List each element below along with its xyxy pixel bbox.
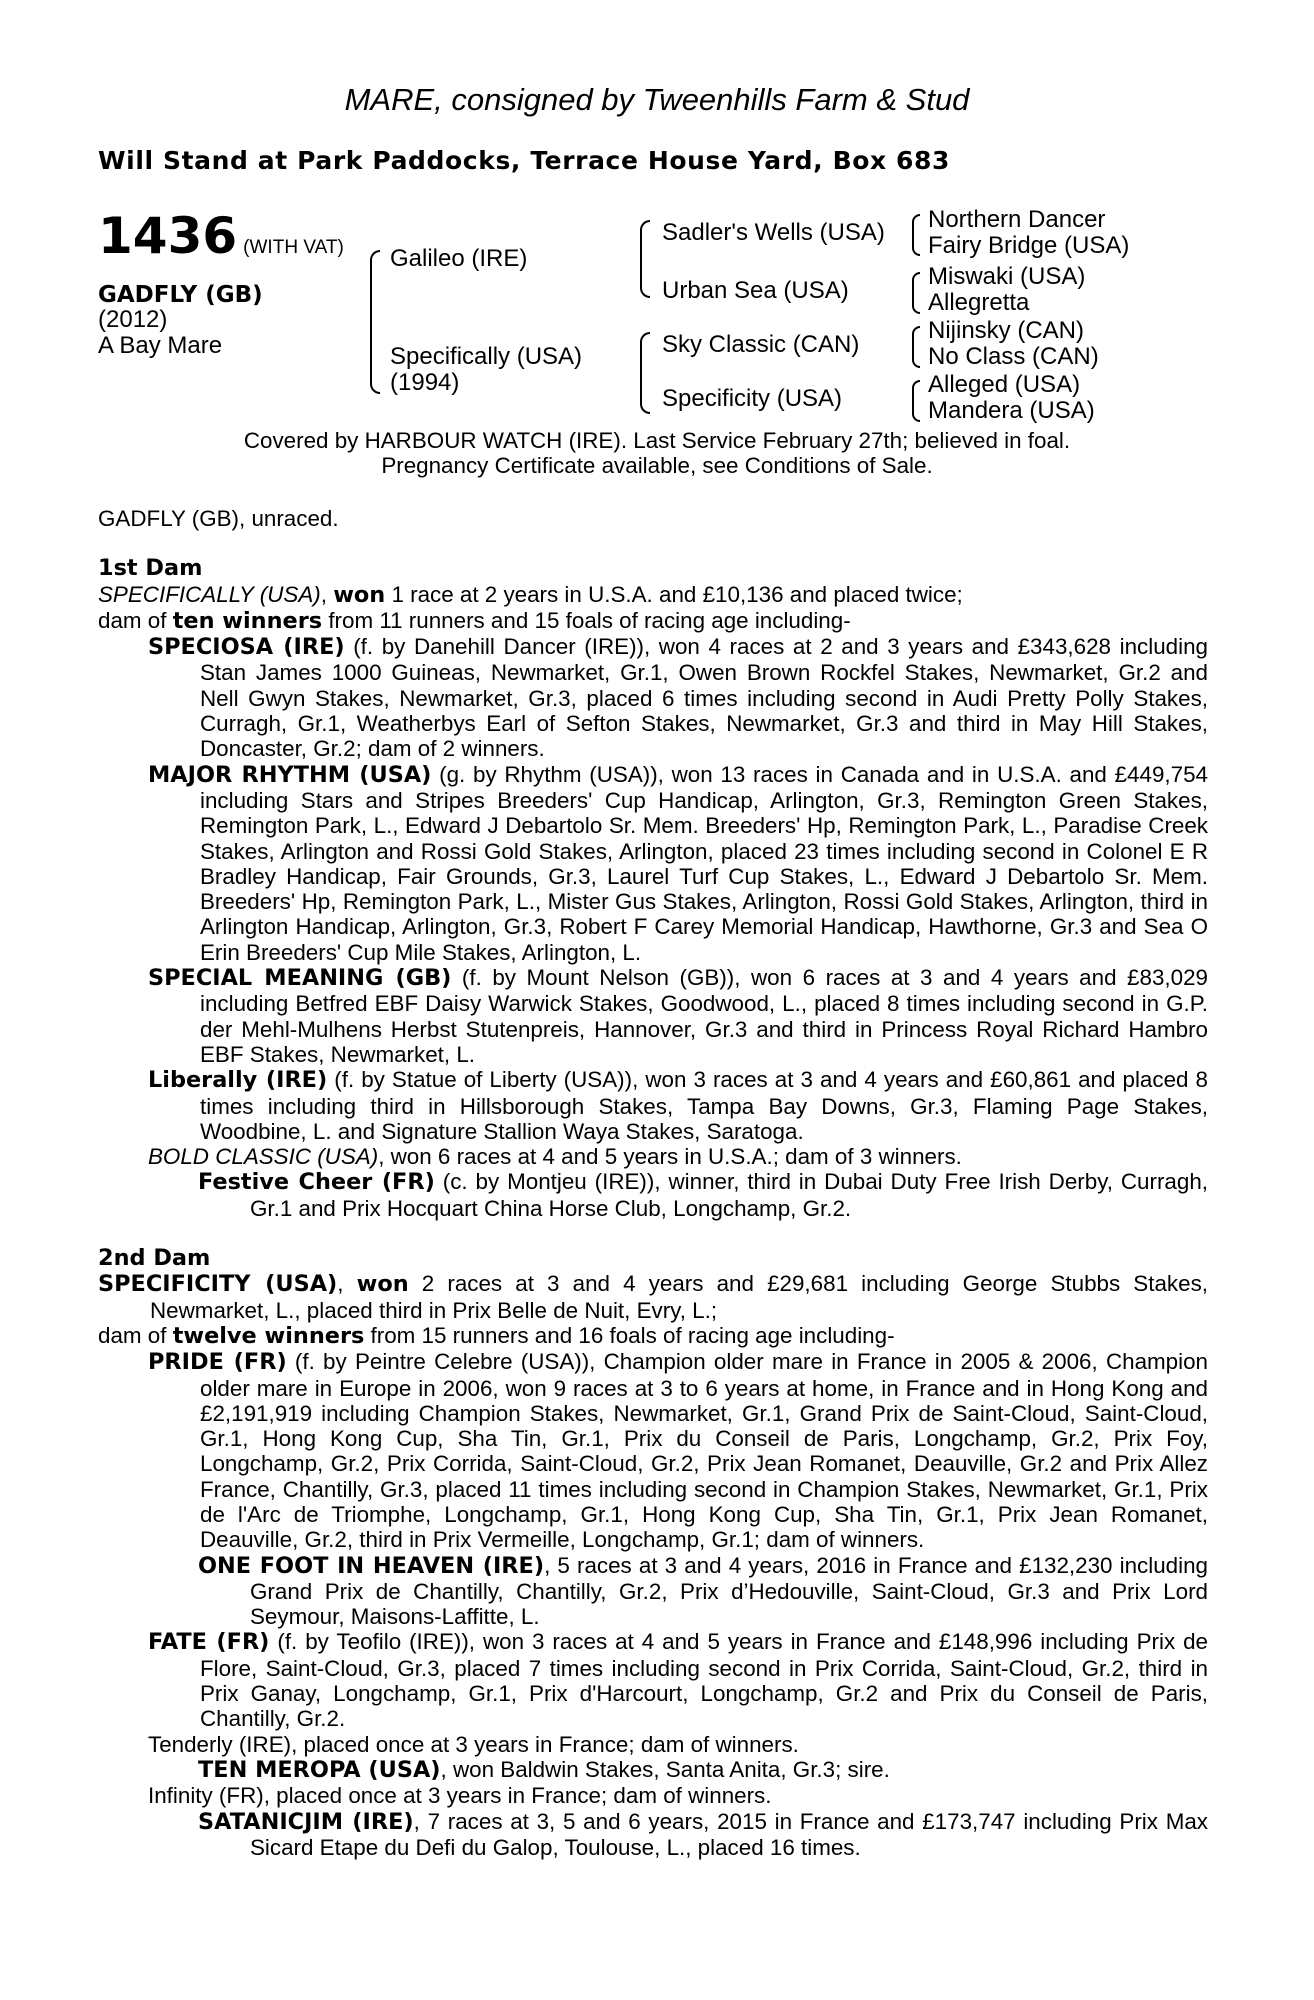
progeny-tenderly: Tenderly (IRE), placed once at 3 years in France; dam of winners. (148, 1731, 799, 1757)
pedigree-sire-dam: Urban Sea (USA) (662, 277, 849, 304)
horse-description: A Bay Mare (98, 332, 223, 359)
pedigree-dss: Nijinsky (CAN) (928, 317, 1084, 344)
second-dam-produce: dam of twelve winners from 15 runners and 16 foals of racing age including- (98, 1322, 895, 1349)
consignor-line: MARE, consigned by Tweenhills Farm & Stud (344, 82, 970, 117)
vat-label: (WITH VAT) (243, 237, 344, 258)
pedigree-dds: Alleged (USA) (928, 371, 1081, 398)
progeny-name: SPECIOSA (IRE) (148, 634, 345, 661)
progeny-name: SATANICJIM (IRE) (198, 1808, 414, 1835)
progeny-name: ONE FOOT IN HEAVEN (IRE) (198, 1552, 545, 1579)
location-line: Will Stand at Park Paddocks, Terrace House Yard, Box 683 (98, 146, 951, 175)
progeny-bold-classic: BOLD CLASSIC (USA), won 6 races at 4 and 5 years in U.S.A.; dam of 3 winners. (148, 1144, 962, 1170)
lot-number (98, 208, 344, 276)
pedigree-bracket-dam (640, 332, 650, 414)
pedigree-sss: Northern Dancer (928, 206, 1106, 233)
progeny-special-meaning: SPECIAL MEANING (GB) (f. by Mount Nelson (GB)), won 6 races at 3 and 4 years and £83,029 including Betfred EBF Daisy Warwick Stakes, Goodwood, L., placed 8 times including second in G.P. der Mehl-Mulhens Herbst Stutenpreis, Hannover, Gr.3 and third in Princess Royal Richard Hambro EBF Stakes, Newmarket, L. (148, 965, 1208, 1067)
progeny-satanicjim: SATANICJIM (IRE), 7 races at 3, 5 and 6 years, 2015 in France and £173,747 including Prix Max Sicard Etape du Defi du Galop, Toulouse, L., placed 16 times. (198, 1808, 1208, 1860)
progeny-name: MAJOR RHYTHM (USA) (148, 761, 432, 788)
progeny-name: TEN MEROPA (USA) (198, 1756, 441, 1783)
progeny-major-rhythm: MAJOR RHYTHM (USA) (g. by Rhythm (USA)), won 13 races in Canada and in U.S.A. and £449,754 including Stars and Stripes Breeders' Cup Handicap, Arlington, Gr.3, Remington Green Stakes, Remington Park, L., Edward J Debartolo Sr. Mem. Breeders' Hp, Remington Park, L., Paradise Creek Stakes, Arlington and Rossi Gold Stakes, Arlington, placed 23 times including second in Colonel E R Bradley Handicap, Fair Grounds, Gr.3, Laurel Turf Cup Stakes, L., Edward J Debartolo Sr. Mem. Breeders' Hp, Remington Park, L., Mister Gus Stakes, Arlington, Rossi Gold Stakes, Arlington, third in Arlington Handicap, Arlington, Gr.3, Robert F Carey Memorial Handicap, Hawthorne, Gr.3 and Sea O Erin Breeders' Cup Mile Stakes, Arlington, L. (148, 761, 1208, 965)
progeny-fate: FATE (FR) (f. by Teofilo (IRE)), won 3 races at 4 and 5 years in France and £148,996 including Prix de Flore, Saint-Cloud, Gr.3, placed 7 times including second in Prix Corrida, Saint-Cloud, Gr.2, third in Prix Ganay, Longchamp, Gr.1, Prix d'Harcourt, Longchamp, Gr.2 and Prix du Conseil de Paris, Chantilly, Gr.2. (148, 1629, 1208, 1732)
progeny-name: FATE (FR) (148, 1629, 270, 1656)
progeny-festive-cheer: Festive Cheer (FR) (c. by Montjeu (IRE)), winner, third in Dubai Duty Free Irish Derby, Curragh, Gr.1 and Prix Hocquart China Horse Club, Longchamp, Gr.2. (198, 1169, 1208, 1221)
progeny-one-foot-in-heaven: ONE FOOT IN HEAVEN (IRE), 5 races at 3 and 4 years, 2016 in France and £132,230 including Grand Prix de Chantilly, Chantilly, Gr.2, Prix d’Hedouville, Saint-Cloud, Gr.3 and Prix Lord Seymour, Maisons-Laffitte, L. (198, 1552, 1209, 1630)
pedigree-ssd: Fairy Bridge (USA) (928, 232, 1130, 259)
pedigree-sire: Galileo (IRE) (390, 245, 528, 272)
pedigree-dam-year: (1994) (390, 369, 460, 396)
second-dam-name: SPECIFICITY (USA) (98, 1271, 338, 1298)
progeny-liberally: Liberally (IRE) (f. by Statue of Liberty (USA)), won 3 races at 3 and 4 years and £60,861 and placed 8 times including third in Hillsborough Stakes, Tampa Bay Downs, Gr.3, Flaming Page Stakes, Woodbine, L. and Signature Stallion Waya Stakes, Saratoga. (148, 1067, 1208, 1144)
progeny-speciosa: SPECIOSA (IRE) (f. by Danehill Dancer (IRE)), won 4 races at 2 and 3 years and £343,628 including Stan James 1000 Guineas, Newmarket, Gr.1, Owen Brown Rockfel Stakes, Newmarket, Gr.2 and Nell Gwyn Stakes, Newmarket, Gr.3, placed 6 times including second in Audi Pretty Polly Stakes, Curragh, Gr.1, Weatherbys Earl of Sefton Stakes, Newmarket, Gr.3 and third in May Hill Stakes, Doncaster, Gr.2; dam of 2 winners. (148, 634, 1208, 762)
pedigree-bracket-ss (912, 214, 920, 256)
pedigree-bracket-main (370, 250, 380, 394)
progeny-infinity: Infinity (FR), placed once at 3 years in France; dam of winners. (148, 1783, 772, 1809)
progeny-name: SPECIAL MEANING (GB) (148, 965, 452, 992)
first-dam-heading: 1st Dam (98, 555, 203, 582)
pedigree-bracket-ds (912, 326, 920, 368)
progeny-name: Liberally (IRE) (148, 1067, 328, 1094)
pedigree-dsd: No Class (CAN) (928, 343, 1099, 370)
horse-name: GADFLY (GB) (98, 282, 263, 308)
covering-line-1: Covered by HARBOUR WATCH (IRE). Last Service February 27th; believed in foal. (243, 428, 1071, 453)
pedigree-ddd: Mandera (USA) (928, 397, 1095, 424)
pedigree-dam: Specifically (USA) (390, 343, 583, 370)
second-dam-record: SPECIFICITY (USA), won 2 races at 3 and 4 years and £29,681 including George Stubbs Stakes, Newmarket, L., placed third in Prix Belle de Nuit, Evry, L.; (98, 1271, 1208, 1323)
pedigree-sds: Miswaki (USA) (928, 263, 1086, 290)
progeny-name: Festive Cheer (FR) (198, 1169, 435, 1196)
second-dam-heading: 2nd Dam (98, 1245, 211, 1272)
second-dam-winners-count: twelve winners (172, 1322, 365, 1349)
first-dam-produce: dam of ten winners from 11 runners and 15 foals of racing age including- (98, 607, 851, 634)
pedigree-sdd: Allegretta (928, 289, 1030, 316)
pedigree-bracket-sd (912, 272, 920, 314)
first-dam-winners-count: ten winners (172, 607, 323, 634)
pedigree-sire-sire: Sadler's Wells (USA) (662, 219, 885, 246)
horse-year: (2012) (98, 306, 168, 333)
progeny-name: BOLD CLASSIC (USA) (148, 1144, 379, 1170)
pedigree-dam-sire: Sky Classic (CAN) (662, 331, 860, 358)
pedigree-bracket-sire (640, 220, 650, 298)
first-dam-won: won (333, 581, 386, 608)
progeny-pride: PRIDE (FR) (f. by Peintre Celebre (USA)), Champion older mare in France in 2005 & 2006, Champion older mare in Europe in 2006, won 9 races at 3 to 6 years at home, in France and in Hong Kong and £2,191,919 including Champion Stakes, Newmarket, Gr.1, Grand Prix de Saint-Cloud, Saint-Cloud, Gr.1, Hong Kong Cup, Sha Tin, Gr.1, Prix du Conseil de Paris, Longchamp, Gr.2, Prix Foy, Longchamp, Gr.2, Prix Corrida, Saint-Cloud, Gr.2, Prix Jean Romanet, Deauville, Gr.2 and Prix Allez France, Chantilly, Gr.3, placed 11 times including second in Champion Stakes, Newmarket, Gr.1, Prix de l'Arc de Triomphe, Longchamp, Gr.1, Hong Kong Cup, Sha Tin, Gr.1, Prix Jean Romanet, Deauville, Gr.2, third in Prix Vermeille, Longchamp, Gr.1; dam of winners. (148, 1349, 1208, 1553)
catalogue-body (98, 506, 1208, 1860)
second-dam-won: won (356, 1271, 409, 1298)
pedigree-bracket-dd (912, 380, 920, 422)
first-dam-record: SPECIFICALLY (USA), won 1 race at 2 years in U.S.A. and £10,136 and placed twice; (98, 581, 963, 608)
lot-number-value: 1436 (98, 207, 238, 265)
progeny-ten-meropa: TEN MEROPA (USA), won Baldwin Stakes, Santa Anita, Gr.3; sire. (198, 1756, 890, 1783)
progeny-name: PRIDE (FR) (148, 1349, 287, 1376)
first-dam-record-text: 1 race at 2 years in U.S.A. and £10,136 and placed twice; (385, 581, 963, 607)
first-dam-name: SPECIFICALLY (USA) (98, 581, 321, 607)
covering-line-2: Pregnancy Certificate available, see Conditions of Sale. (381, 453, 933, 478)
pedigree-dam-dam: Specificity (USA) (662, 385, 843, 412)
race-record: GADFLY (GB), unraced. (98, 506, 339, 531)
